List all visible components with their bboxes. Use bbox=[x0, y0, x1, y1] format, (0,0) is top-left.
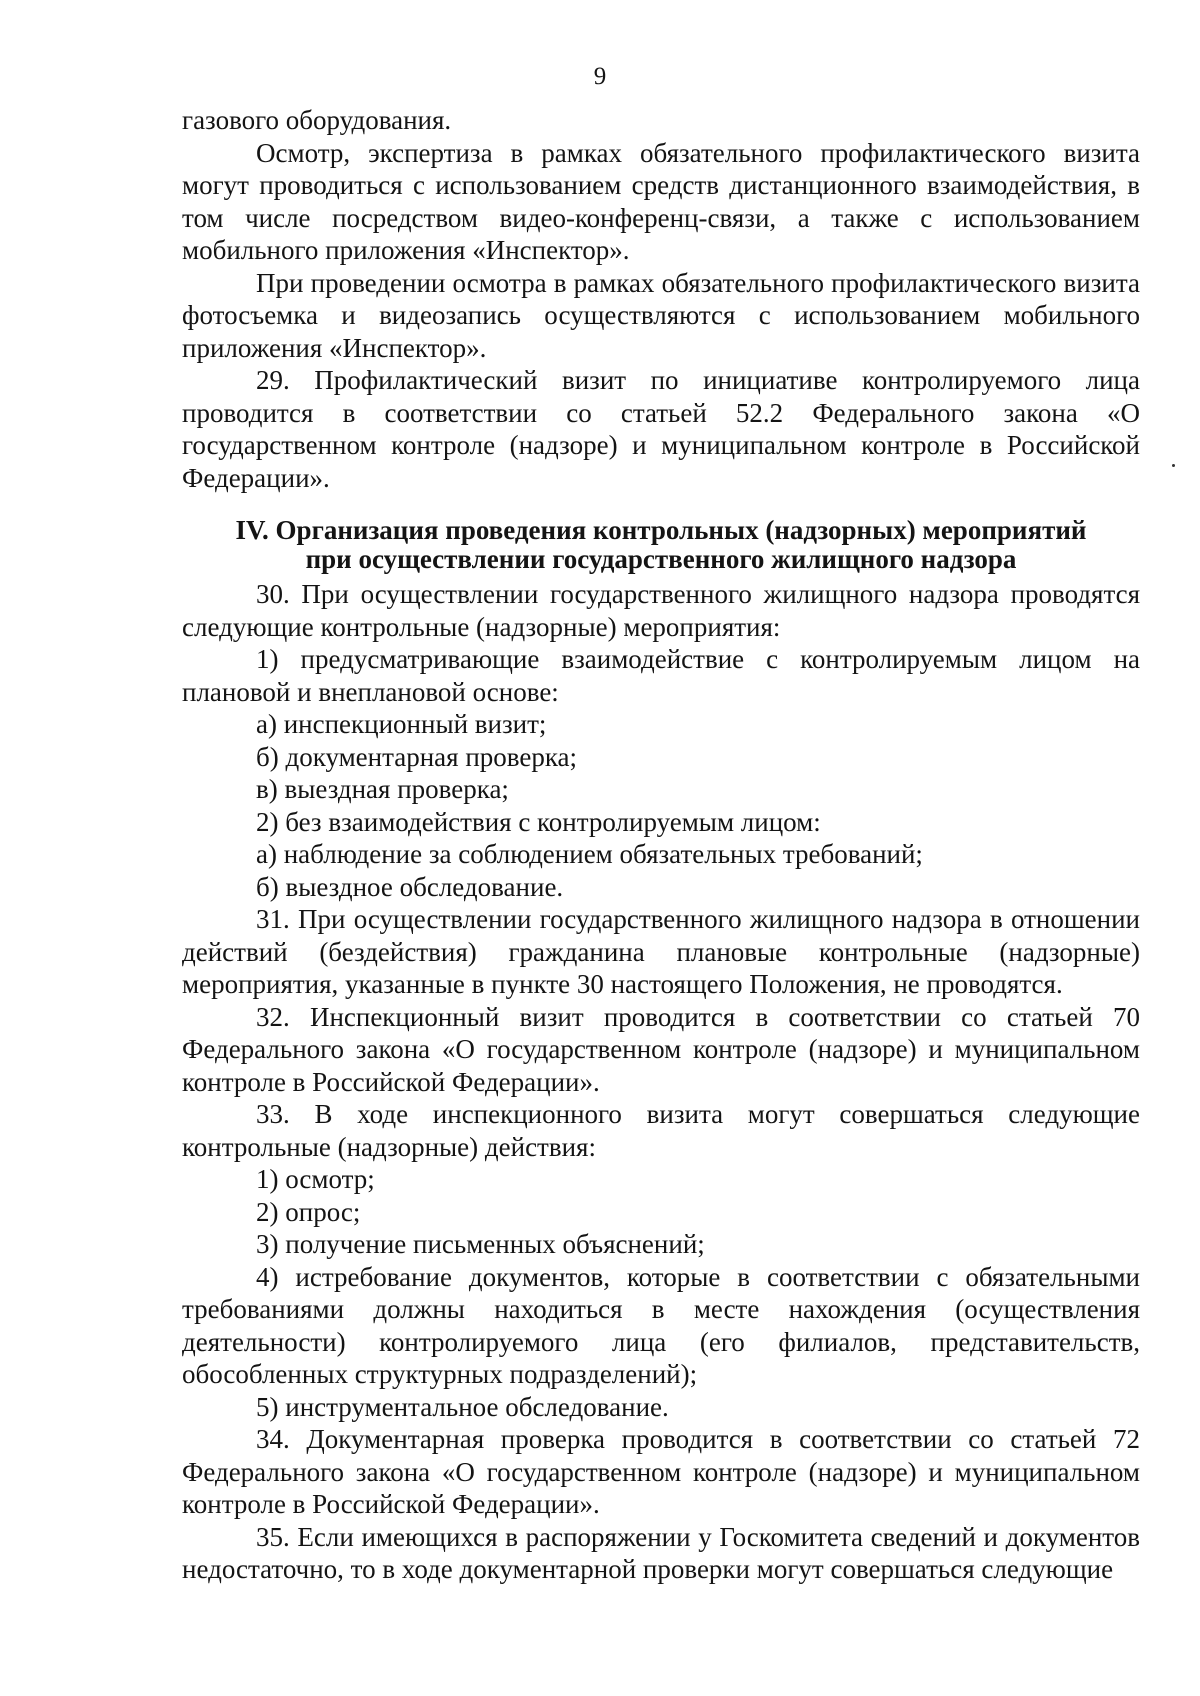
list-item: а) инспекционный визит; bbox=[256, 709, 547, 739]
list-item: 3) получение письменных объяснений; bbox=[256, 1229, 705, 1259]
list-item: б) выездное обследование. bbox=[256, 871, 564, 902]
list-item: 2) опрос; bbox=[256, 1196, 361, 1227]
paragraph-item-32: 32. Инспекционный визит проводится в соответствии со статьей 70 Федерального закона «О государственном контроле (надзоре) и муниципальном контроле в Российской Федерации». bbox=[182, 1001, 1140, 1097]
list-item: б) документарная проверка; bbox=[256, 741, 578, 772]
paragraph-item-34: 34. Документарная проверка проводится в соответствии со статьей 72 Федерального закона «О государственном контроле (надзоре) и муниципальном контроле в Российской Федерации». bbox=[182, 1424, 1140, 1519]
section-heading bbox=[182, 516, 1140, 574]
list-item: а) наблюдение за соблюдением обязательных требований; bbox=[256, 839, 923, 869]
list-item: 1) предусматривающие взаимодействие с контролируемым лицом на плановой и внеплановой основе: bbox=[182, 644, 1140, 707]
paragraph: Осмотр, экспертиза в рамках обязательного профилактического визита могут проводиться с использованием средств дистанционного взаимодействия, в том числе посредством видео-конференц-связи, а также с использованием мобильного приложения «Инспектор». bbox=[182, 137, 1140, 265]
list-item: 4) истребование документов, которые в соответствии с обязательными требованиями должны находиться в месте нахождения (осуществления деятельности) контролируемого лица (его филиалов, представительств, обособленных структурных подразделений); bbox=[182, 1261, 1140, 1389]
paragraph: При проведении осмотра в рамках обязательного профилактического визита фотосъемка и видеозапись осуществляются с использованием мобильного приложения «Инспектор». bbox=[182, 267, 1140, 363]
paragraph-item-30: 30. При осуществлении государственного жилищного надзора проводятся следующие контрольные (надзорные) мероприятия: bbox=[182, 579, 1140, 642]
page-number: 9 bbox=[593, 63, 607, 90]
list-item: 5) инструментальное обследование. bbox=[256, 1391, 669, 1422]
document-body bbox=[182, 104, 1140, 1586]
section-heading-line-1: IV. Организация проведения контрольных (надзорных) мероприятий bbox=[235, 515, 1087, 545]
list-item: 2) без взаимодействия с контролируемым лицом: bbox=[256, 806, 821, 837]
list-item: 1) осмотр; bbox=[256, 1164, 375, 1194]
list-item: в) выездная проверка; bbox=[256, 774, 509, 804]
paragraph-item-31: 31. При осуществлении государственного жилищного надзора в отношении действий (бездействия) гражданина плановые контрольные (надзорные) мероприятия, указанные в пункте 30 настоящего Положения, не проводятся. bbox=[182, 904, 1140, 999]
scan-speck bbox=[1172, 464, 1175, 467]
paragraph-item-33: 33. В ходе инспекционного визита могут совершаться следующие контрольные (надзорные) действия: bbox=[182, 1099, 1140, 1162]
section-heading-line-2: при осуществлении государственного жилищного надзора bbox=[305, 544, 1017, 574]
paragraph-item-29: 29. Профилактический визит по инициативе контролируемого лица проводится в соответствии со статьей 52.2 Федерального закона «О государственном контроле (надзоре) и муниципальном контроле в Российской Федерации». bbox=[182, 365, 1140, 493]
paragraph-item-35: 35. Если имеющихся в распоряжении у Госкомитета сведений и документов недостаточно, то в ходе документарной проверки могут совершаться следующие bbox=[182, 1521, 1140, 1584]
paragraph-continuation: газового оборудования. bbox=[182, 105, 452, 135]
